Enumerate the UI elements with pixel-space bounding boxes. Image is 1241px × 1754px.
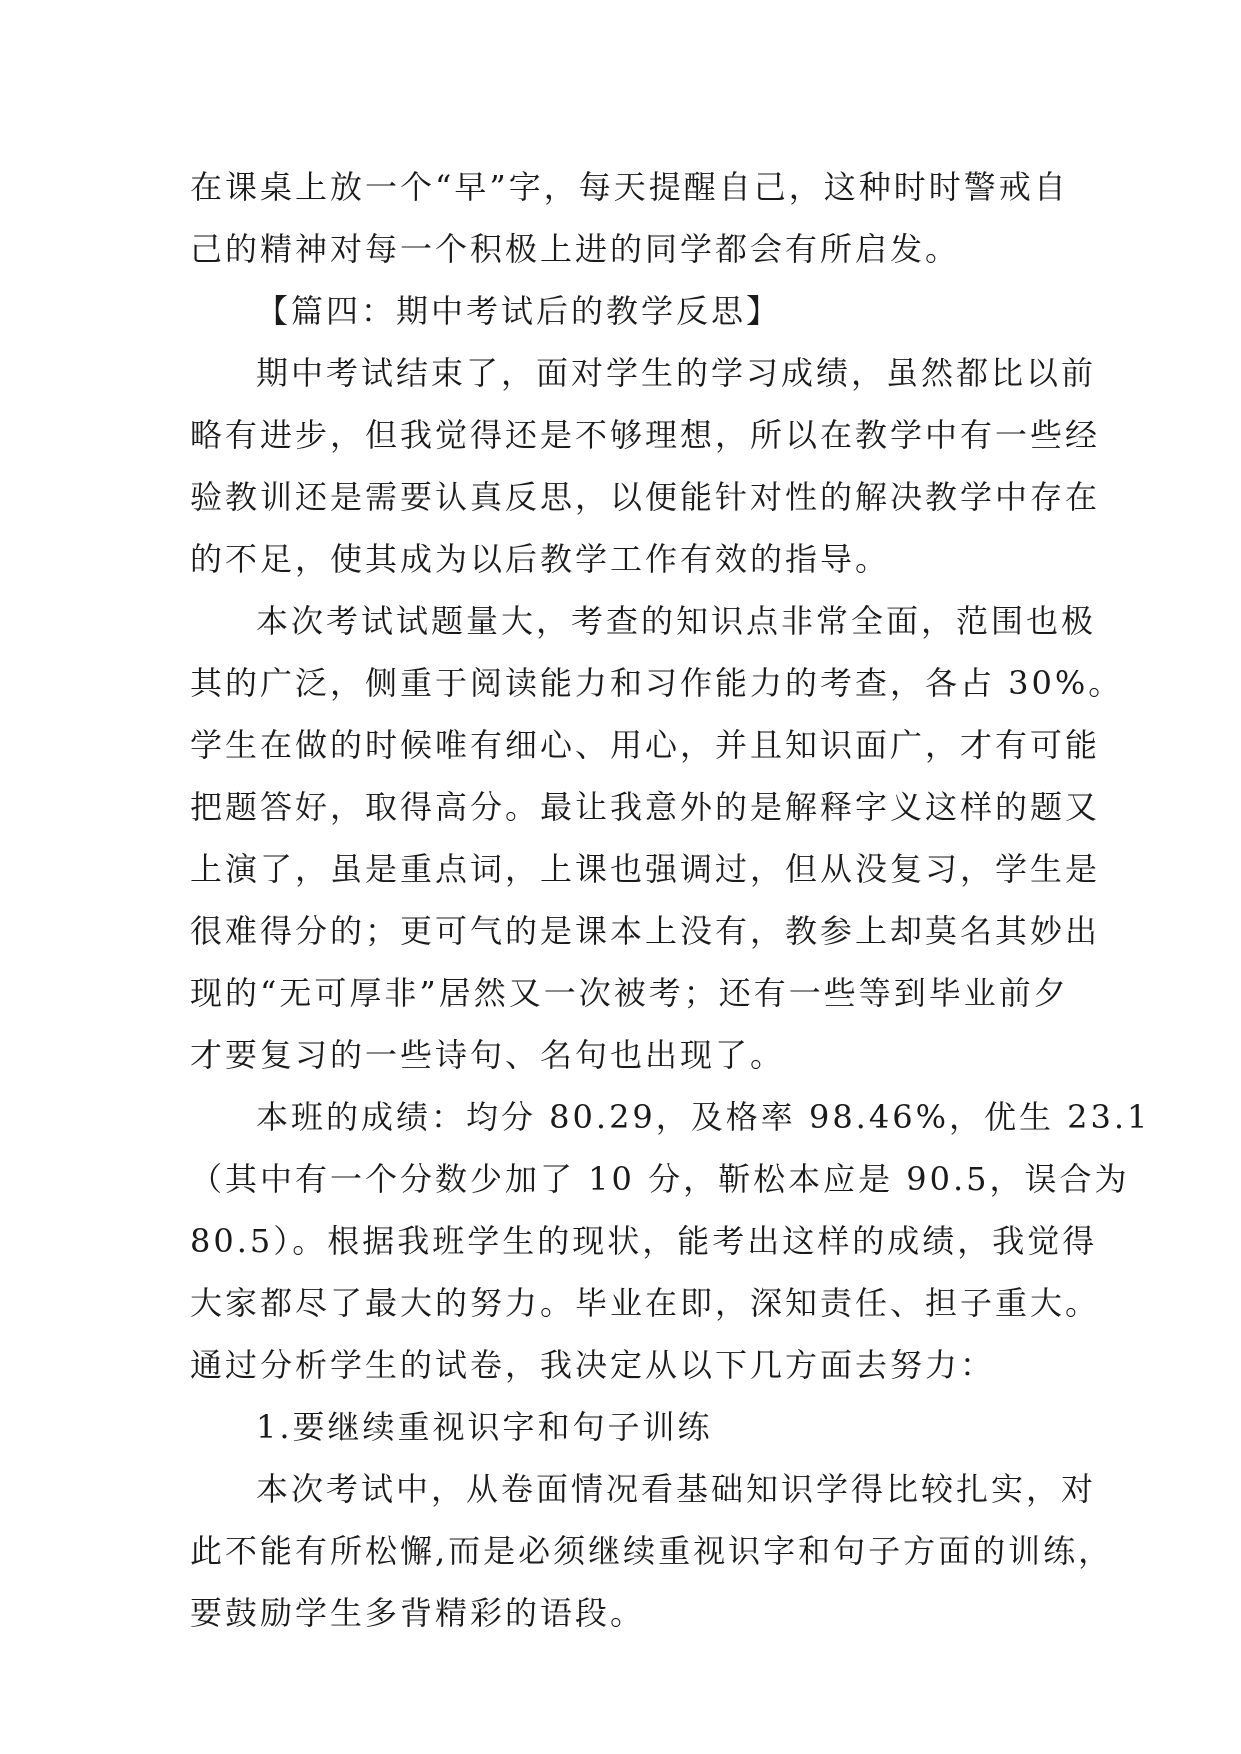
text-line: 大家都尽了最大的努力。毕业在即，深知责任、担子重大。 [190, 1284, 1101, 1322]
text-line: 才要复习的一些诗句、名句也出现了。 [190, 1036, 786, 1074]
text-line: 本班的成绩：均分 80.29，及格率 98.46%，优生 23.1 [256, 1098, 1151, 1136]
text-line: 很难得分的；更可气的是课本上没有，教参上却莫名其妙出 [190, 912, 1101, 950]
text-line: 要鼓励学生多背精彩的语段。 [190, 1594, 646, 1632]
text-line: 期中考试结束了，面对学生的学习成绩，虽然都比以前 [256, 354, 1097, 392]
text-line: 在课桌上放一个“早”字，每天提醒自己，这种时时警戒自 [190, 168, 1069, 206]
text-line: 其的广泛，侧重于阅读能力和习作能力的考查，各占 30%。 [190, 664, 1124, 702]
text-line: 80.5）。根据我班学生的现状，能考出这样的成绩，我觉得 [190, 1222, 1098, 1260]
text-line: 此不能有所松懈,而是必须继续重视识字和句子方面的训练， [190, 1532, 1114, 1570]
text-line: 本次考试试题量大，考查的知识点非常全面，范围也极 [256, 602, 1097, 640]
text-line: 通过分析学生的试卷，我决定从以下几方面去努力： [190, 1346, 996, 1384]
text-line: 验教训还是需要认真反思，以便能针对性的解决教学中存在 [190, 478, 1101, 516]
section-heading: 【篇四：期中考试后的教学反思】 [256, 292, 782, 330]
text-line: 己的精神对每一个积极上进的同学都会有所启发。 [190, 230, 961, 268]
document-body [190, 156, 1151, 1644]
text-line: 学生在做的时候唯有细心、用心，并且知识面广，才有可能 [190, 726, 1101, 764]
text-line: 现的“无可厚非”居然又一次被考；还有一些等到毕业前夕 [190, 974, 1069, 1012]
text-line: 略有进步，但我觉得还是不够理想，所以在教学中有一些经 [190, 416, 1101, 454]
text-line: （其中有一个分数少加了 10 分，靳松本应是 90.5，误合为 [190, 1160, 1130, 1198]
text-line: 把题答好，取得高分。最让我意外的是解释字义这样的题又 [190, 788, 1101, 826]
text-line: 上演了，虽是重点词，上课也强调过，但从没复习，学生是 [190, 850, 1101, 888]
text-line: 的不足，使其成为以后教学工作有效的指导。 [190, 540, 891, 578]
text-line: 本次考试中，从卷面情况看基础知识学得比较扎实，对 [256, 1470, 1097, 1508]
list-item-heading: 1.要继续重视识字和句子训练 [256, 1408, 713, 1446]
